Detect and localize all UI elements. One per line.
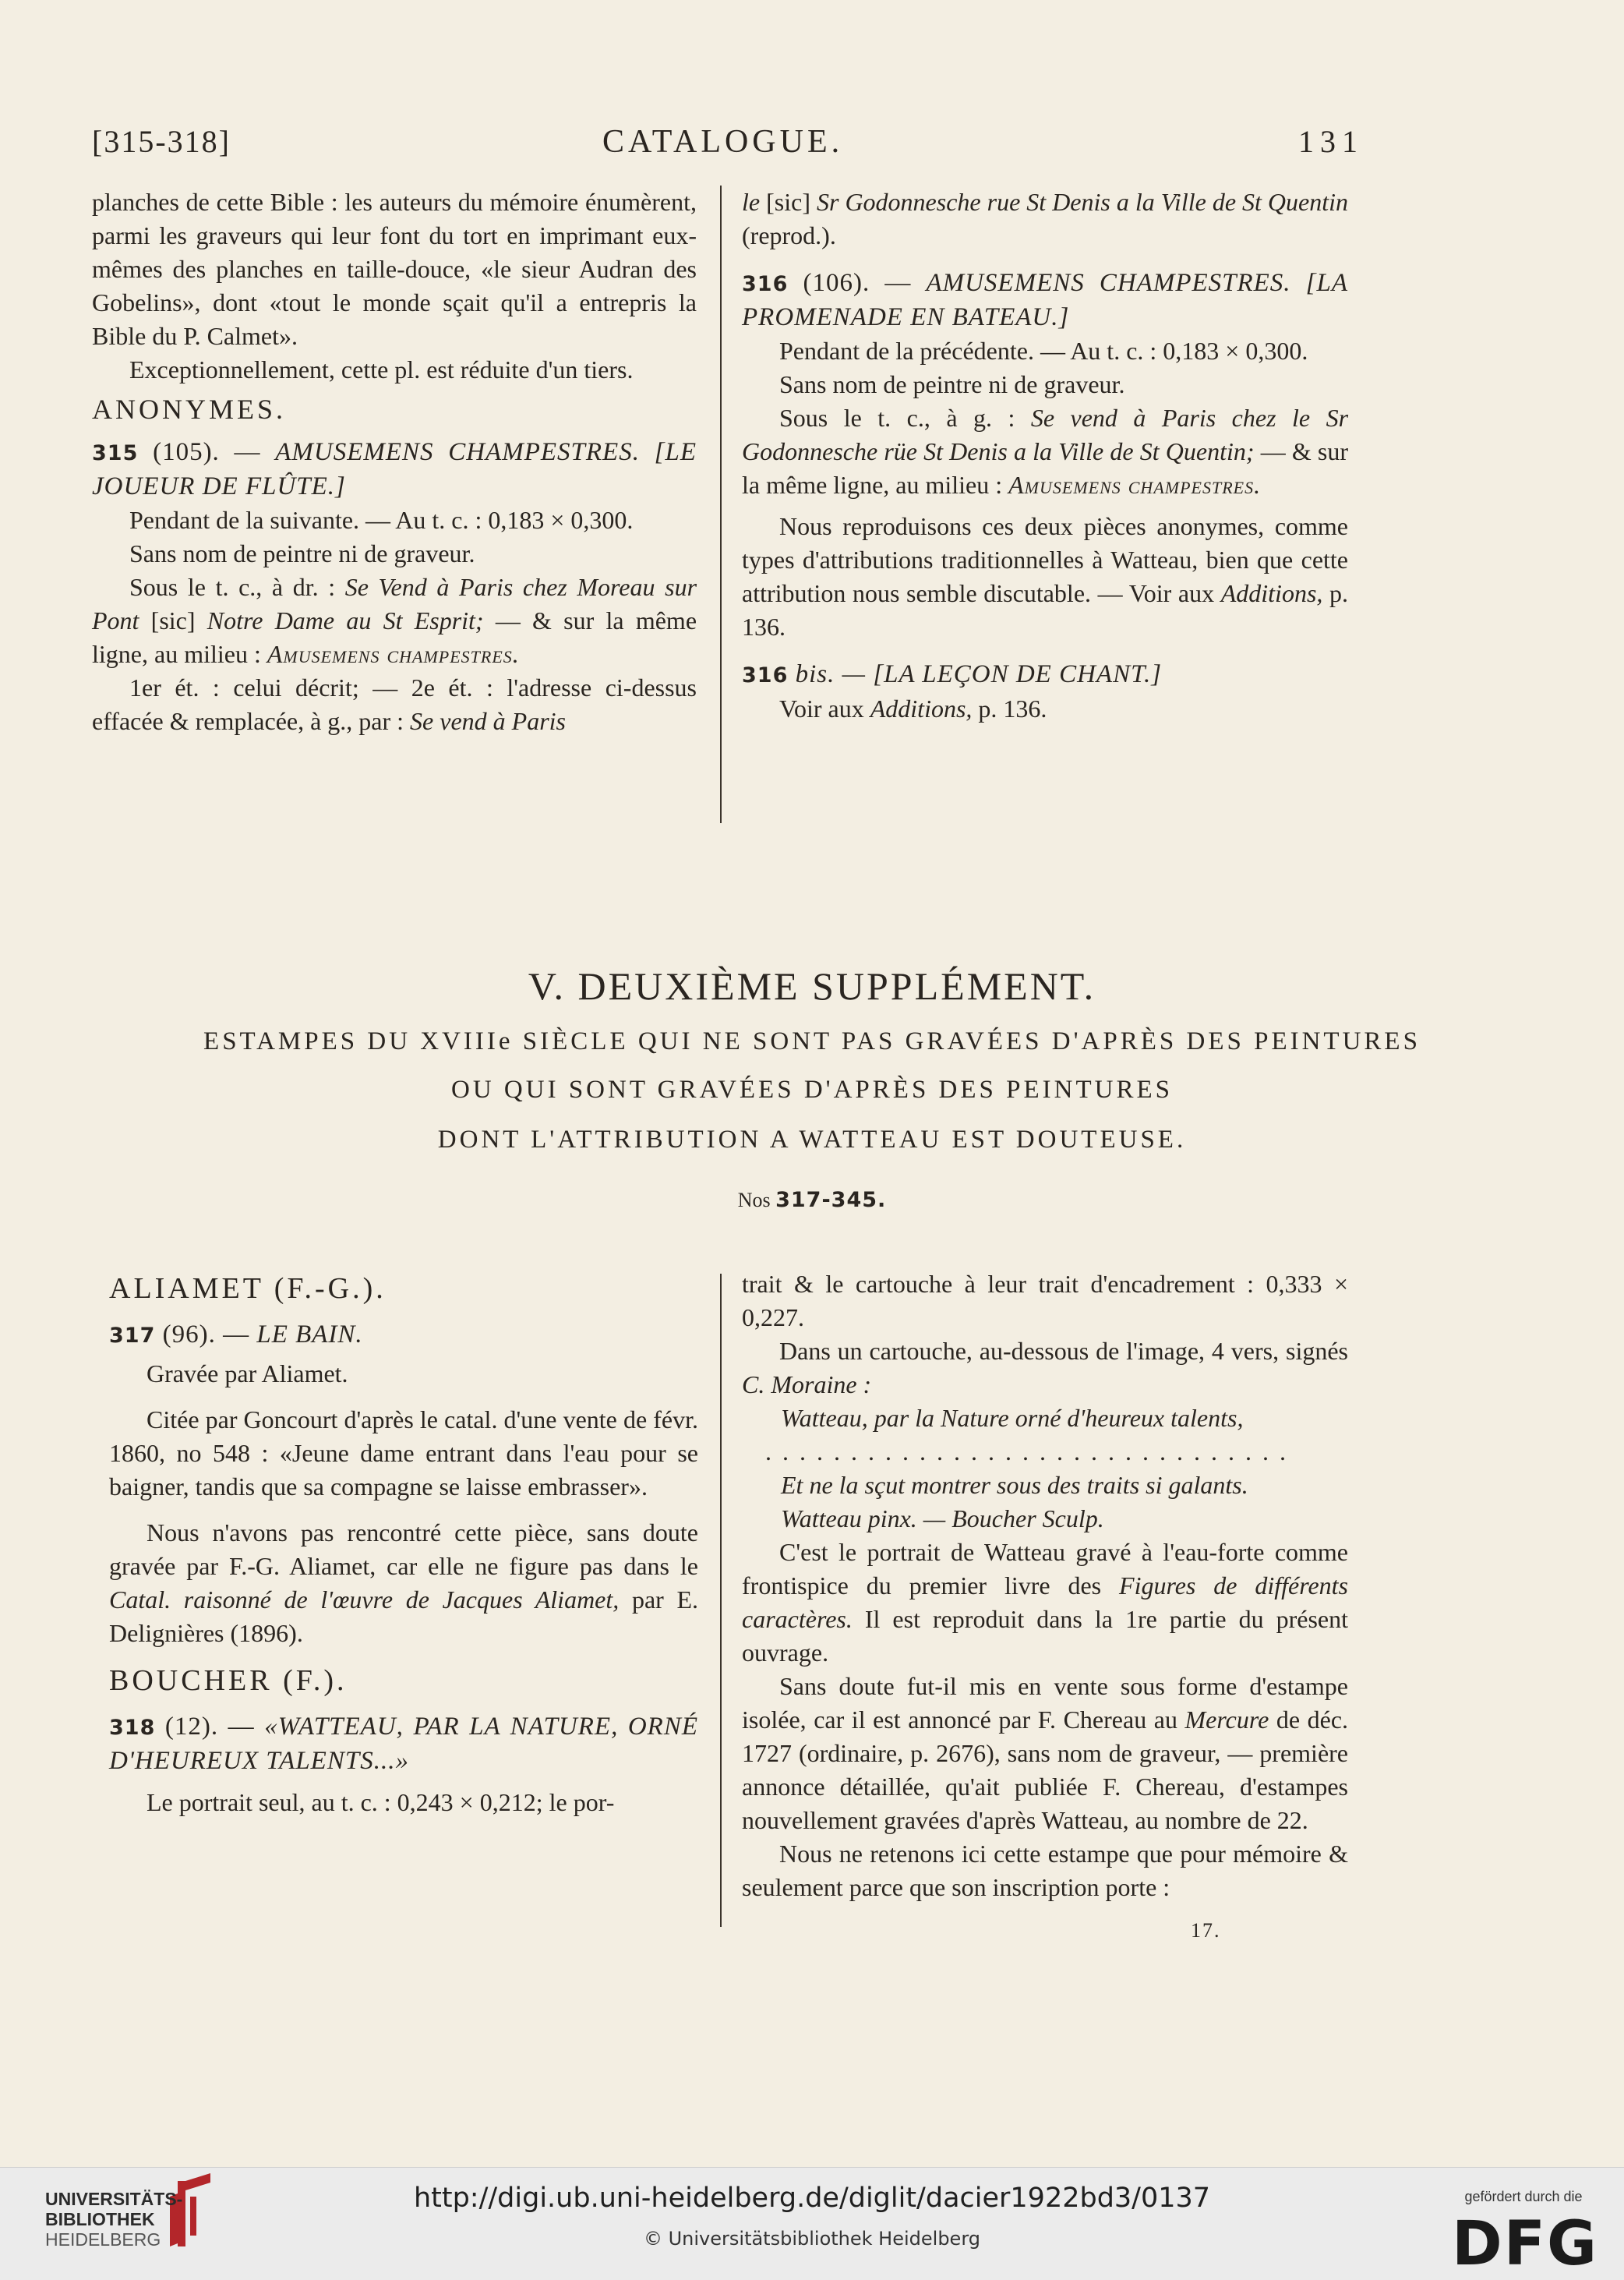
entry-title: LE BAIN. xyxy=(256,1320,363,1349)
verse-line: Watteau, par la Nature orné d'heureux talents, xyxy=(781,1404,1244,1432)
paragraph: Sans nom de peintre ni de graveur. xyxy=(129,539,475,567)
text-run: Additions, xyxy=(1220,579,1323,607)
text-run: (reprod.). xyxy=(742,221,836,249)
library-line: BIBLIOTHEK xyxy=(45,2209,155,2229)
entry-title: AMUSEMENS CHAMPESTRES. [LA PROMENADE EN BATEAU.] xyxy=(742,269,1349,331)
column-divider xyxy=(720,1274,722,1927)
entry-ref: (106). — xyxy=(803,269,912,297)
entry-title: — [LA LEÇON DE CHANT.] xyxy=(842,660,1163,688)
paragraph xyxy=(109,1516,698,1650)
copyright-notice: © Universitätsbibliothek Heidelberg xyxy=(643,2228,980,2250)
entry-316bis-heading xyxy=(742,658,1348,692)
numbers-label: Nos xyxy=(737,1189,771,1211)
text-run: [sic] xyxy=(766,188,810,216)
paragraph xyxy=(742,186,1348,253)
entry-ref: (105). — xyxy=(153,438,261,466)
entry-title: AMUSEMENS CHAMPESTRES. [LE JOUEUR DE FLÛTE.] xyxy=(92,438,697,500)
column-right-top xyxy=(742,186,1348,726)
entry-number: 316 xyxy=(742,663,789,688)
library-line: HEIDELBERG xyxy=(45,2229,161,2250)
text-run: Catal. raisonné de l'œuvre de Jacques Aliamet, xyxy=(109,1585,620,1614)
entry-number: 315 xyxy=(92,441,139,465)
text-run: Se vend à Paris xyxy=(410,707,566,735)
paragraph: Citée par Goncourt d'après le catal. d'une vente de févr. 1860, no 548 : «Jeune dame entrant dans l'eau pour se baigner, tandis que sa compagne se laisse embrasser». xyxy=(109,1405,698,1501)
entry-318-heading xyxy=(109,1710,698,1778)
text-run: Sous le t. c., à dr. : xyxy=(129,573,336,601)
text-run: Sous le t. c., à g. : xyxy=(779,404,1015,432)
text-run: Nous reproduisons ces deux pièces anonymes, comme types d'attributions traditionnelles à Watteau, bien que cette attribution nous semble discutable. — Voir aux xyxy=(742,512,1348,607)
paragraph xyxy=(742,1670,1348,1837)
entry-number: 317 xyxy=(109,1324,156,1348)
paragraph xyxy=(742,692,1348,726)
signature-mark: 17. xyxy=(1191,1919,1221,1942)
text-run: Sans doute fut-il mis en vente sous forme d'estampe isolée, car il est annoncé par F. Chereau au xyxy=(742,1672,1348,1734)
supplement-subtitle-1: ESTAMPES DU XVIIIe SIÈCLE QUI NE SONT PAS GRAVÉES D'APRÈS DES PEINTURES xyxy=(203,1027,1421,1055)
paragraph xyxy=(742,401,1348,502)
text-run: 1er ét. : celui décrit; — 2e ét. : l'adresse ci-dessus effacée & remplacée, à g., par : xyxy=(92,673,697,735)
page-title: CATALOGUE. xyxy=(602,124,844,160)
supplement-heading: V. DEUXIÈME SUPPLÉMENT. xyxy=(528,964,1096,1008)
text-run: Amusemens champestres. xyxy=(267,640,520,668)
entry-number: 316 xyxy=(742,272,789,296)
text-run: C. Moraine : xyxy=(742,1370,872,1398)
paragraph: Gravée par Aliamet. xyxy=(147,1359,348,1387)
verse-line: Watteau pinx. — Boucher Sculp. xyxy=(781,1504,1104,1532)
entry-ref: (12). — xyxy=(164,1713,255,1741)
text-run: Sr Godonnesche rue St Denis a la Ville de St Quentin xyxy=(816,188,1349,216)
paragraph xyxy=(742,1334,1348,1402)
text-run: de déc. 1727 (ordinaire, p. 2676), sans nom de graveur, — première annonce détaillée, qu'ait publiée F. Chereau, d'estampes nouvellement gravées d'après Watteau, au nombre de 22. xyxy=(742,1706,1349,1834)
funder-label: gefördert durch die xyxy=(1464,2189,1583,2204)
column-left-bottom xyxy=(109,1266,698,1819)
numbers-range: 317-345. xyxy=(775,1188,887,1212)
supplement-subtitle-2: OU QUI SONT GRAVÉES D'APRÈS DES PEINTURES xyxy=(451,1076,1173,1104)
page-number: 131 xyxy=(1298,124,1364,159)
paragraph: trait & le cartouche à leur trait d'encadrement : 0,333 × 0,227. xyxy=(742,1270,1348,1331)
paragraph xyxy=(742,1536,1348,1670)
verse-line: Et ne la sçut montrer sous des traits si galants. xyxy=(781,1471,1248,1499)
entry-number: 318 xyxy=(109,1716,156,1740)
text-run: le xyxy=(742,188,761,216)
paragraph: Exceptionnellement, cette pl. est réduite d'un tiers. xyxy=(129,355,634,384)
verse-ellipsis: ............................... xyxy=(765,1437,1297,1465)
paragraph: Nous ne retenons ici cette estampe que pour mémoire & seulement parce que son inscription porte : xyxy=(742,1840,1348,1901)
text-run: — & sur la même ligne, au milieu : xyxy=(742,437,1349,499)
entry-bis: bis. xyxy=(795,660,835,688)
library-line: UNIVERSITÄTS- xyxy=(45,2189,183,2209)
paragraph: Pendant de la précédente. — Au t. c. : 0,183 × 0,300. xyxy=(779,337,1308,365)
dfg-logo-icon[interactable]: DFG xyxy=(1451,2209,1599,2279)
text-run: Amusemens champestres. xyxy=(1008,471,1262,499)
entry-316-heading xyxy=(742,267,1348,334)
text-run: Mercure xyxy=(1184,1706,1269,1734)
paragraph: Pendant de la suivante. — Au t. c. : 0,183 × 0,300. xyxy=(129,506,634,534)
text-run: C'est le portrait de Watteau gravé à l'eau-forte comme frontispice du premier livre des xyxy=(742,1538,1348,1600)
column-divider xyxy=(720,186,722,823)
text-run: — & sur la même ligne, au milieu : xyxy=(92,606,697,668)
supplement-numbers xyxy=(0,1188,1624,1212)
section-heading-boucher: BOUCHER (F.). xyxy=(109,1664,348,1697)
text-run: Se Vend à Paris chez Moreau sur Pont xyxy=(92,573,697,635)
paragraph xyxy=(92,571,697,671)
text-run: Se vend à Paris chez le Sr Godonnesche rüe St Denis a la Ville de St Quentin; xyxy=(742,404,1349,465)
paragraph xyxy=(92,671,697,738)
text-run: p. 136. xyxy=(978,695,1047,723)
paragraph: Sans nom de peintre ni de graveur. xyxy=(779,370,1125,398)
column-right-bottom xyxy=(742,1267,1348,1904)
supplement-subtitle-3: DONT L'ATTRIBUTION A WATTEAU EST DOUTEUSE. xyxy=(437,1126,1187,1154)
text-run: Il est reproduit dans la 1re partie du présent ouvrage. xyxy=(742,1605,1349,1667)
text-run: par E. Delignières (1896). xyxy=(109,1585,699,1647)
entry-317-heading xyxy=(109,1318,698,1352)
column-left-top xyxy=(92,186,697,738)
text-run: Nous n'avons pas rencontré cette pièce, sans doute gravée par F.-G. Aliamet, car elle ne figure pas dans le xyxy=(109,1518,698,1580)
text-run: [sic] xyxy=(150,606,196,635)
entry-ref: (96). — xyxy=(162,1320,250,1349)
text-run: Notre Dame au St Esprit; xyxy=(207,606,484,635)
page-range: [315-318] xyxy=(92,124,231,159)
text-run: Dans un cartouche, au-dessous de l'image, 4 vers, signés xyxy=(779,1337,1348,1365)
text-run: Figures de différents caractères. xyxy=(742,1571,1349,1633)
text-run: Additions, xyxy=(870,695,973,723)
section-heading-anonymes: ANONYMES. xyxy=(92,394,287,425)
permalink-url[interactable]: http://digi.ub.uni-heidelberg.de/diglit/dacier1922bd3/0137 xyxy=(413,2183,1211,2214)
section-heading-aliamet: ALIAMET (F.-G.). xyxy=(109,1272,387,1305)
paragraph: planches de cette Bible : les auteurs du mémoire énumèrent, parmi les graveurs qui leur font du tort en imprimant eux-mêmes des planches en taille-douce, «le sieur Audran des Gobelins», dont «tout le monde sçait qu'il a entrepris la Bible du P. Calmet». xyxy=(92,188,697,350)
paragraph xyxy=(742,510,1348,644)
text-run: Voir aux xyxy=(779,695,864,723)
entry-315-heading xyxy=(92,436,697,504)
entry-title: «WATTEAU, PAR LA NATURE, ORNÉ D'HEUREUX TALENTS...» xyxy=(109,1713,699,1775)
text-run: p. 136. xyxy=(742,579,1349,641)
running-head xyxy=(92,123,1364,167)
paragraph: Le portrait seul, au t. c. : 0,243 × 0,212; le por- xyxy=(147,1788,615,1816)
